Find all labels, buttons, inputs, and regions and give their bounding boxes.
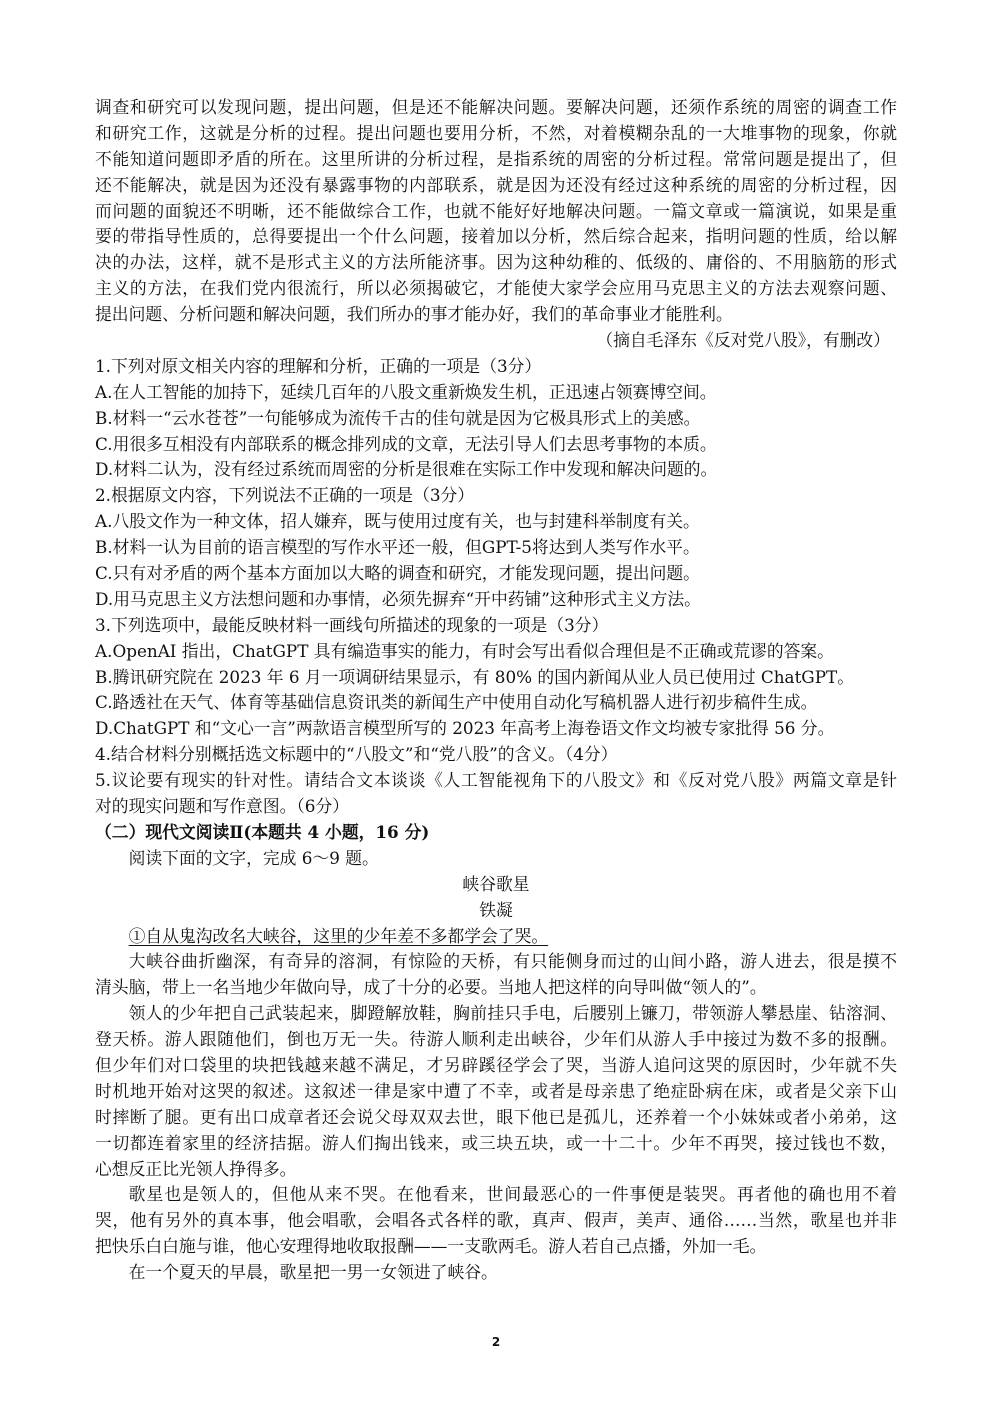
- question-2-stem: 2.根据原文内容，下列说法不正确的一项是（3分）: [95, 485, 475, 506]
- passage-line: 而问题的面貌还不明晰，还不能做综合工作，也就不能好好地解决问题。一篇文章或一篇演说，如果是重: [95, 200, 897, 221]
- story-paragraph-3: [95, 1001, 897, 1182]
- question-2-option-a: A.八股文作为一种文体，招人嫌弃，既与使用过度有关，也与封建科举制度有关。: [95, 511, 700, 532]
- question-4-stem: 4.结合材料分别概括选文标题中的“八股文”和“党八股”的含义。（4分）: [95, 744, 618, 765]
- story-paragraph-2: [95, 949, 897, 1001]
- passage-line: 调查和研究可以发现问题，提出问题，但是还不能解决问题。要解决问题，还须作系统的周密的调查工作: [95, 97, 897, 117]
- story-line: 歌星也是领人的，但他从来不哭。在他看来，世间最恶心的一件事便是装哭。再者他的确也用不着: [128, 1184, 897, 1205]
- page-content: [95, 95, 897, 1286]
- story-body: [95, 924, 897, 1286]
- story-line: 时摔断了腿。更有出口成章者还会说父母双双去世，眼下他已是孤儿，还养着一个小妹妹或者小弟弟，这: [95, 1106, 897, 1127]
- question-3-option-d: D.ChatGPT 和“文心一言”两款语言模型所写的 2023 年高考上海卷语文作文均被专家批得 56 分。: [95, 718, 835, 739]
- question-1-option-c: C.用很多互相没有内部联系的概念排列成的文章，无法引导人们去思考事物的本质。: [95, 433, 717, 454]
- passage-line: 要的带指导性质的，总得要提出一个什么问题，接着加以分析，然后综合起来，指明问题的性质，给以解: [95, 226, 897, 247]
- question-2-option-d: D.用马克思主义方法想问题和办事情，必须先摒弃“开中药铺”这种形式主义方法。: [95, 588, 701, 609]
- page-number: 2: [491, 1335, 501, 1349]
- question-1: [95, 354, 897, 483]
- story-line: 一切都连着家里的经济拮据。游人们掏出钱来，或三块五块，或一十二十。少年不再哭，接过钱也不数，: [95, 1132, 897, 1153]
- passage-line: 决的办法，这样，就不是形式主义的方法所能济事。因为这种幼稚的、低级的、庸俗的、不用脑筋的形式: [95, 252, 897, 273]
- question-3-option-a: A.OpenAI 指出，ChatGPT 具有编造事实的能力，有时会写出看似合理但是不正确或荒谬的答案。: [95, 640, 834, 661]
- story-line: 清头脑，带上一名当地少年做向导，成了十分的必要。当地人把这样的向导叫做“领人的”。: [95, 977, 767, 998]
- passage-line: 主义的方法，在我们党内很流行，所以必须揭破它，才能使大家学会应用马克思主义的方法去观察问题、: [95, 278, 897, 299]
- passage-line: 提出问题、分析问题和解决问题，我们所办的事才能办好，我们的革命事业才能胜利。: [95, 304, 733, 325]
- question-2: [95, 483, 897, 612]
- underlined-sentence: ①自从鬼沟改名大峡谷，这里的少年差不多都学会了哭。: [128, 925, 549, 946]
- question-2-option-b: B.材料一认为目前的语言模型的写作水平还一般，但GPT-5将达到人类写作水平。: [95, 537, 700, 558]
- story-title: 峡谷歌星: [462, 873, 530, 894]
- story-line: 大峡谷曲折幽深，有奇异的溶洞，有惊险的天桥，有只能侧身而过的山间小路，游人进去，很是摸不: [128, 951, 897, 972]
- story-line: 但少年们对口袋里的块把钱越来越不满足，才另辟蹊径学会了哭，当游人追问这哭的原因时，少年就不失: [95, 1054, 897, 1075]
- question-5-line: 对的现实问题和写作意图。（6分）: [95, 796, 350, 817]
- question-1-option-a: A.在人工智能的加持下，延续几百年的八股文重新焕发生机，正迅速占领赛博空间。: [95, 381, 717, 402]
- story-line: 时机地开始对这哭的叙述。这叙述一律是家中遭了不幸，或者是母亲患了绝症卧病在床，或者是父亲下山: [95, 1080, 897, 1101]
- story-paragraph-1: [95, 924, 897, 950]
- question-5-line: 5.议论要有现实的针对性。请结合文本谈谈《人工智能视角下的八股文》和《反对党八股》两篇文章是针: [95, 770, 897, 791]
- story-line: 登天桥。游人跟随他们，倒也万无一失。待游人顺利走出峡谷，少年们从游人手中接过为数不多的报酬。: [95, 1029, 897, 1050]
- question-3-option-b: B.腾讯研究院在 2023 年 6 月一项调研结果显示，有 80% 的国内新闻从业人员已使用过 ChatGPT。: [95, 666, 854, 687]
- question-3-option-c: C.路透社在天气、体育等基础信息资讯类的新闻生产中使用自动化写稿机器人进行初步稿件生成。: [95, 692, 818, 713]
- question-1-option-d: D.材料二认为，没有经过系统而周密的分析是很难在实际工作中发现和解决问题的。: [95, 459, 718, 480]
- section-heading: （二）现代文阅读Ⅱ(本题共 4 小题，16 分): [95, 821, 430, 842]
- story-line: 心想反正比光领人挣得多。: [95, 1158, 297, 1179]
- story-line: 领人的少年把自己武装起来，脚蹬解放鞋，胸前挂只手电，后腰别上镰刀，带领游人攀悬崖、钻溶洞、: [128, 1003, 897, 1024]
- story-line: 哭，他有另外的真本事，他会唱歌，会唱各式各样的歌，真声、假声，美声、通俗……当然，歌星也并非: [95, 1210, 897, 1231]
- passage-one: [95, 95, 897, 354]
- source-citation: （摘自毛泽东《反对党八股》，有删改）: [596, 330, 890, 351]
- question-1-stem: 1.下列对原文相关内容的理解和分析，正确的一项是（3分）: [95, 355, 542, 376]
- question-1-option-b: B.材料一“云水苍苍”一句能够成为流传千古的佳句就是因为它极具形式上的美感。: [95, 407, 701, 428]
- passage-line: 和研究工作，这就是分析的过程。提出问题也要用分析，不然，对着模糊杂乱的一大堆事物的现象，你就: [95, 122, 897, 143]
- question-5: [95, 768, 897, 820]
- passage-line: 还不能解决，就是因为还没有暴露事物的内部联系，就是因为还没有经过这种系统的周密的分析过程，因: [95, 174, 897, 195]
- story-author: 铁凝: [479, 899, 513, 920]
- question-3: [95, 613, 897, 742]
- story-line: 把快乐白白施与谁，他心安理得地收取报酬——一支歌两毛。游人若自己点播，外加一毛。: [95, 1236, 767, 1257]
- story-paragraph-5: 在一个夏天的早晨，歌星把一男一女领进了峡谷。: [128, 1262, 498, 1283]
- question-3-stem: 3.下列选项中，最能反映材料一画线句所描述的现象的一项是（3分）: [95, 614, 609, 635]
- question-2-option-c: C.只有对矛盾的两个基本方面加以大略的调查和研究，才能发现问题，提出问题。: [95, 563, 700, 584]
- story-paragraph-4: [95, 1182, 897, 1260]
- section-instruction: 阅读下面的文字，完成 6～9 题。: [128, 847, 379, 868]
- passage-line: 不能知道问题即矛盾的所在。这里所讲的分析过程，是指系统的周密的分析过程。常常问题是提出了，但: [95, 148, 897, 169]
